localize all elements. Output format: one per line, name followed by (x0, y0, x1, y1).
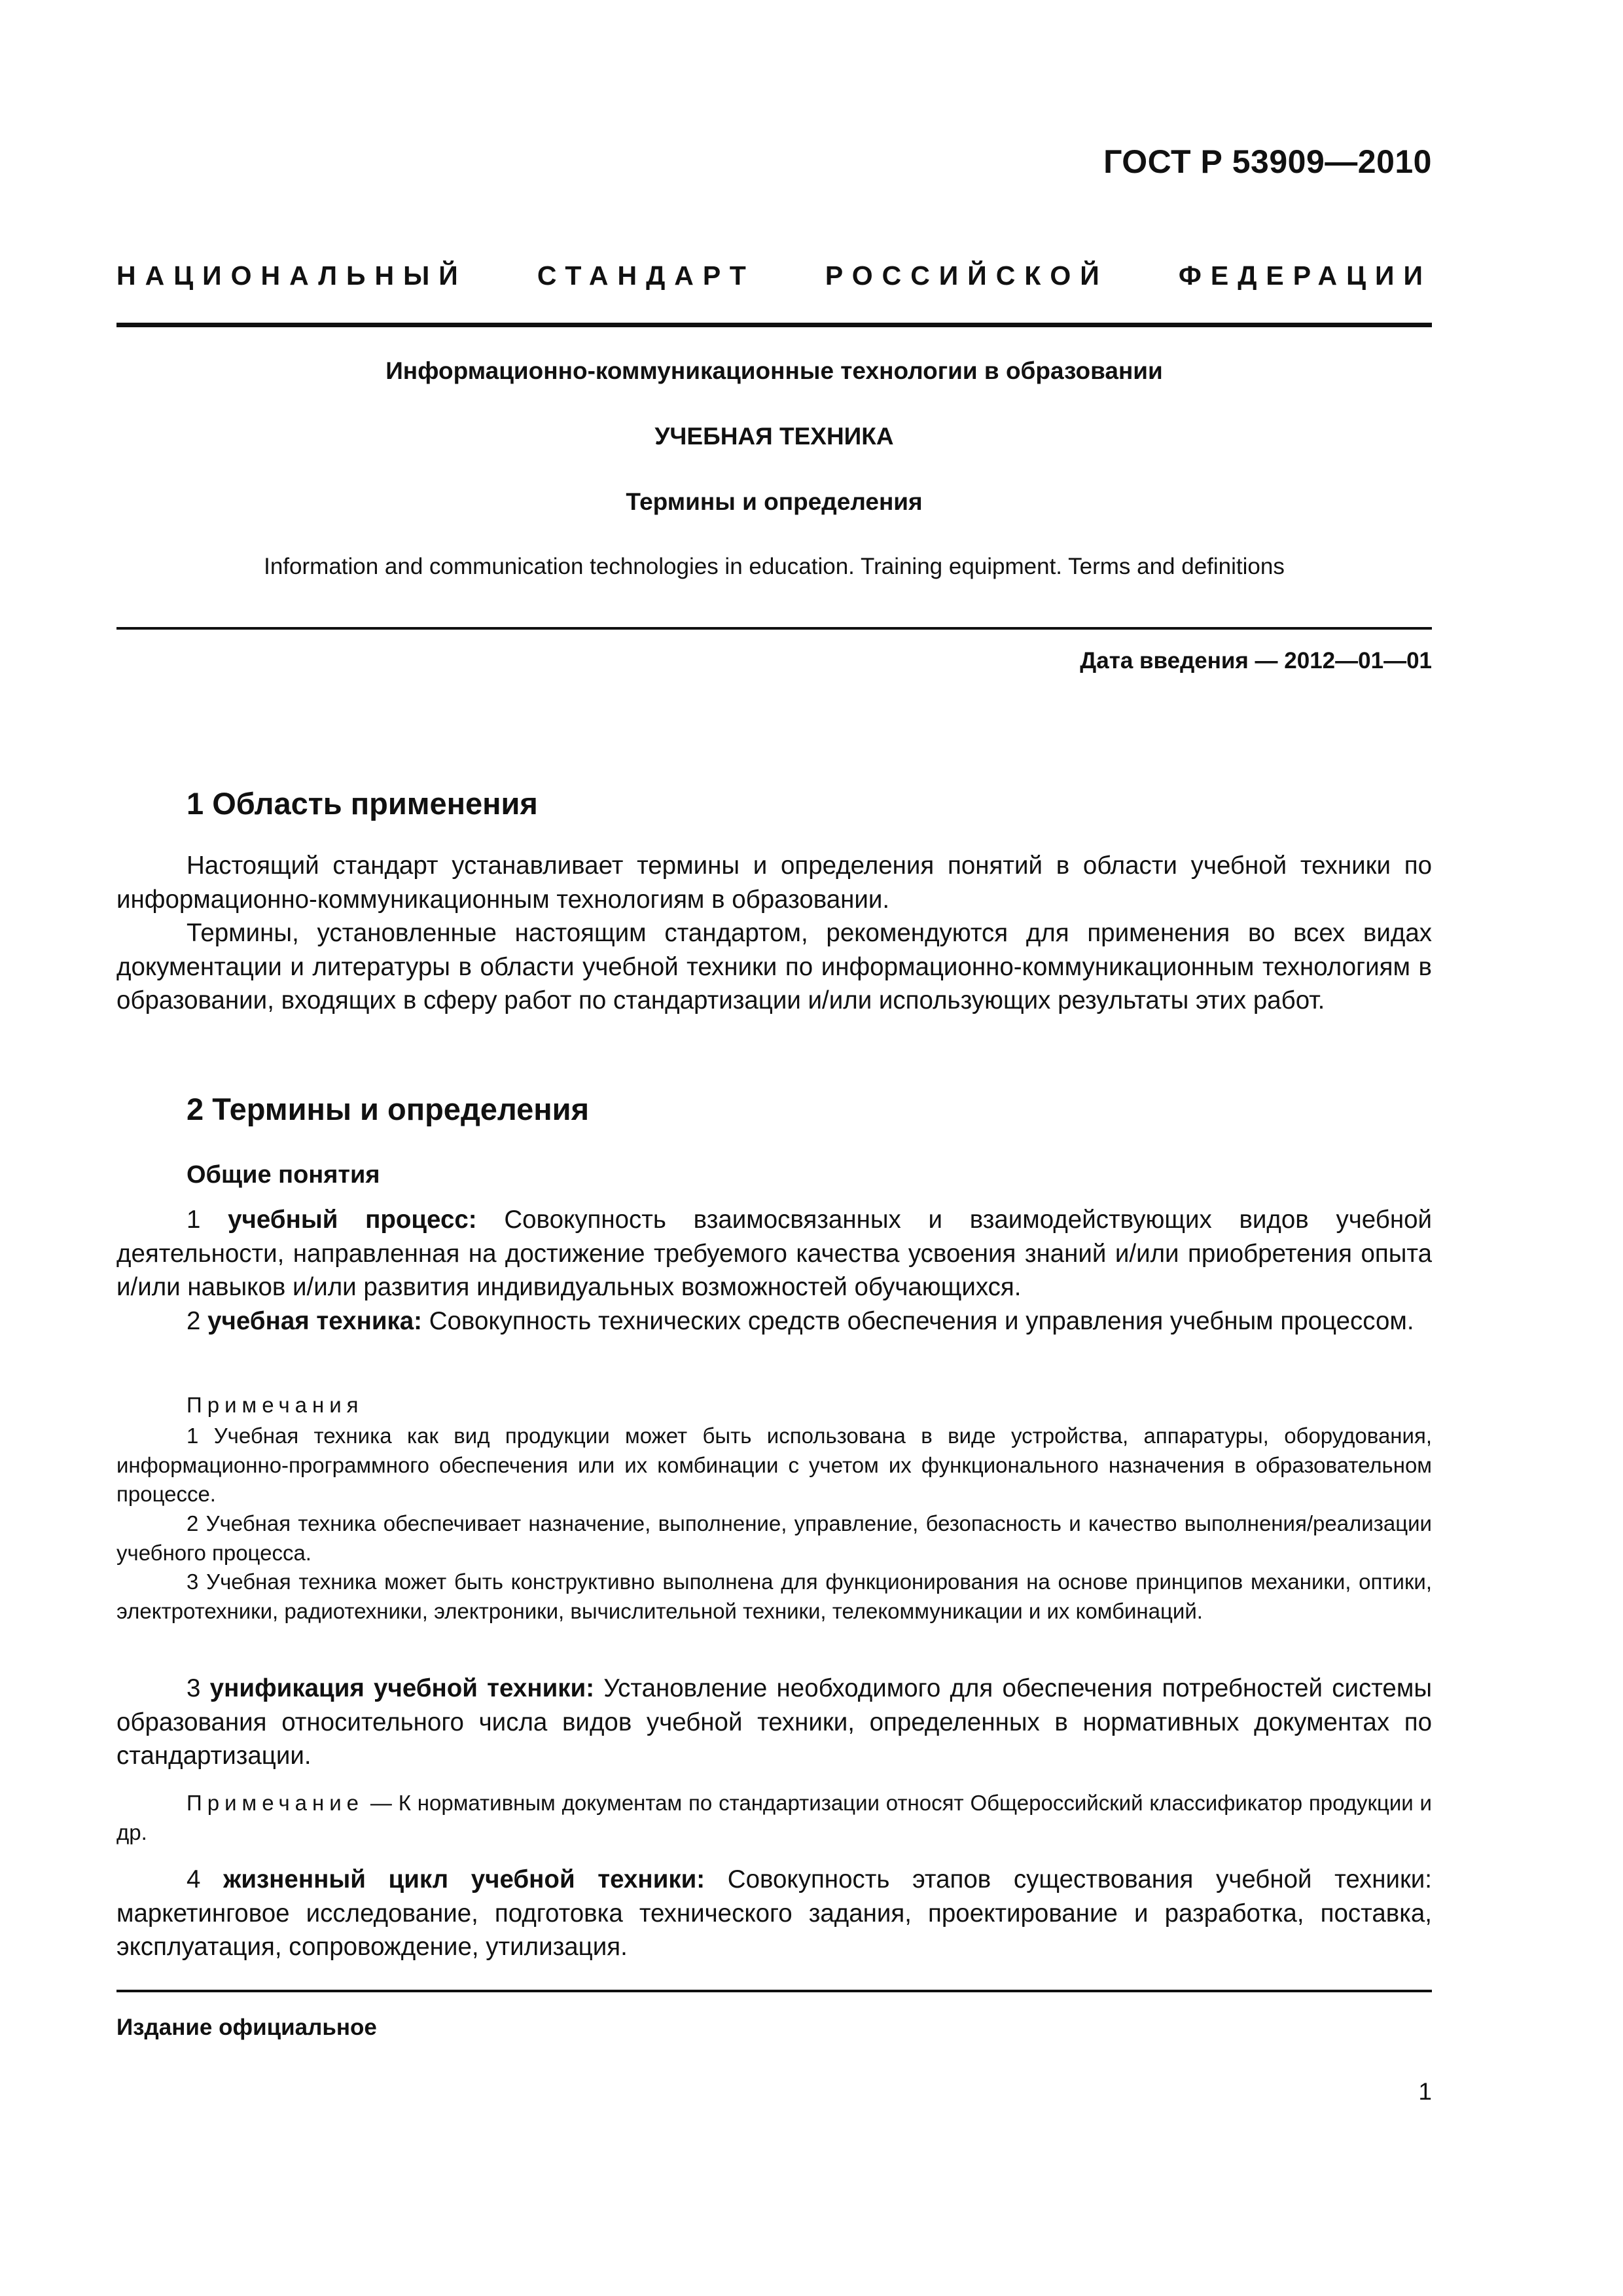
header-divider (116, 323, 1432, 327)
footer-divider (116, 1990, 1432, 1992)
term-1 (116, 1203, 1432, 1304)
term-4-number: 4 (187, 1865, 201, 1893)
term-2-number: 2 (187, 1307, 201, 1335)
standard-number: ГОСТ Р 53909—2010 (1103, 143, 1432, 180)
note-single (116, 1789, 1432, 1847)
section-2-heading: 2 Термины и определения (187, 1092, 589, 1126)
note-1: 1 Учебная техника как вид продукции может быть использована в виде устройства, аппаратуры, оборудования, информационно-программного обеспечения или их комбинации с учетом их функционального назначения в образовательном процессе. (116, 1424, 1432, 1506)
title-line-1: Информационно-коммуникационные технологии в образовании (385, 357, 1163, 384)
term-4 (116, 1863, 1432, 1964)
term-1-name: учебный процесс: (228, 1206, 477, 1234)
term-3 (116, 1672, 1432, 1773)
section-1-paragraph-1: Настоящий стандарт устанавливает термины и определения понятий в области учебной техники по информационно-коммуникационным технологиям в образовании. (116, 852, 1432, 914)
note-3: 3 Учебная техника может быть конструктивно выполнена для функционирования на основе принципов механики, оптики, электротехники, радиотехники, электроники, вычислительной техники, телекоммуникации и их комбинаций. (116, 1570, 1432, 1623)
national-standard-heading: НАЦИОНАЛЬНЫЙ СТАНДАРТ РОССИЙСКОЙ ФЕДЕРАЦИИ (116, 260, 1432, 291)
term-3-name: унификация учебной техники: (209, 1674, 595, 1702)
term-2 (116, 1304, 1432, 1338)
term-1-definition: Совокупность взаимосвязанных и взаимодействующих видов учебной деятельности, направленная на достижение требуемого качества усвоения знаний и/или приобретения опыта и/или навыков и/или развития индивидуальных возможностей обучающихся. (116, 1206, 1432, 1301)
english-title: Information and communication technologies in education. Training equipment. Terms and definitions (264, 554, 1285, 579)
edition-label: Издание официальное (116, 2015, 377, 2040)
term-3-definition: Установление необходимого для обеспечения потребностей системы образования относительного числа видов учебной техники, определенных в нормативных документах по стандартизации. (116, 1674, 1432, 1770)
term-4-name: жизненный цикл учебной техники: (223, 1865, 705, 1893)
notes-heading: Примечания (187, 1393, 364, 1417)
term-2-definition: Совокупность технических средств обеспечения и управления учебным процессом. (429, 1307, 1414, 1335)
title-divider (116, 627, 1432, 630)
note-2: 2 Учебная техника обеспечивает назначение, выполнение, управление, безопасность и качество выполнения/реализации учебного процесса. (116, 1511, 1432, 1565)
page-number: 1 (1418, 2078, 1432, 2105)
section-1-heading: 1 Область применения (187, 786, 538, 821)
term-2-name: учебная техника: (207, 1307, 422, 1335)
subsection-heading: Общие понятия (187, 1161, 380, 1189)
note-single-label: Примечание (187, 1791, 365, 1815)
section-1-paragraph-2: Термины, установленные настоящим стандартом, рекомендуются для применения во всех видах документации и литературы в области учебной техники по информационно-коммуникационным технологиям в образовании, входящих в сферу работ по стандартизации и/или использующих результаты этих работ. (116, 919, 1432, 1014)
introduction-date: Дата введения — 2012—01—01 (1080, 648, 1432, 673)
term-4-definition: Совокупность этапов существования учебной техники: маркетинговое исследование, подготовка технического задания, проектирование и разработка, поставка, эксплуатация, сопровождение, утилизация. (116, 1865, 1433, 1961)
term-3-number: 3 (187, 1674, 201, 1702)
title-line-3: Термины и определения (626, 488, 923, 515)
note-single-text: — К нормативным документам по стандартизации относят Общероссийский классификатор продукции и др. (116, 1791, 1432, 1844)
title-line-2: УЧЕБНАЯ ТЕХНИКА (654, 423, 894, 450)
term-1-number: 1 (187, 1206, 201, 1234)
